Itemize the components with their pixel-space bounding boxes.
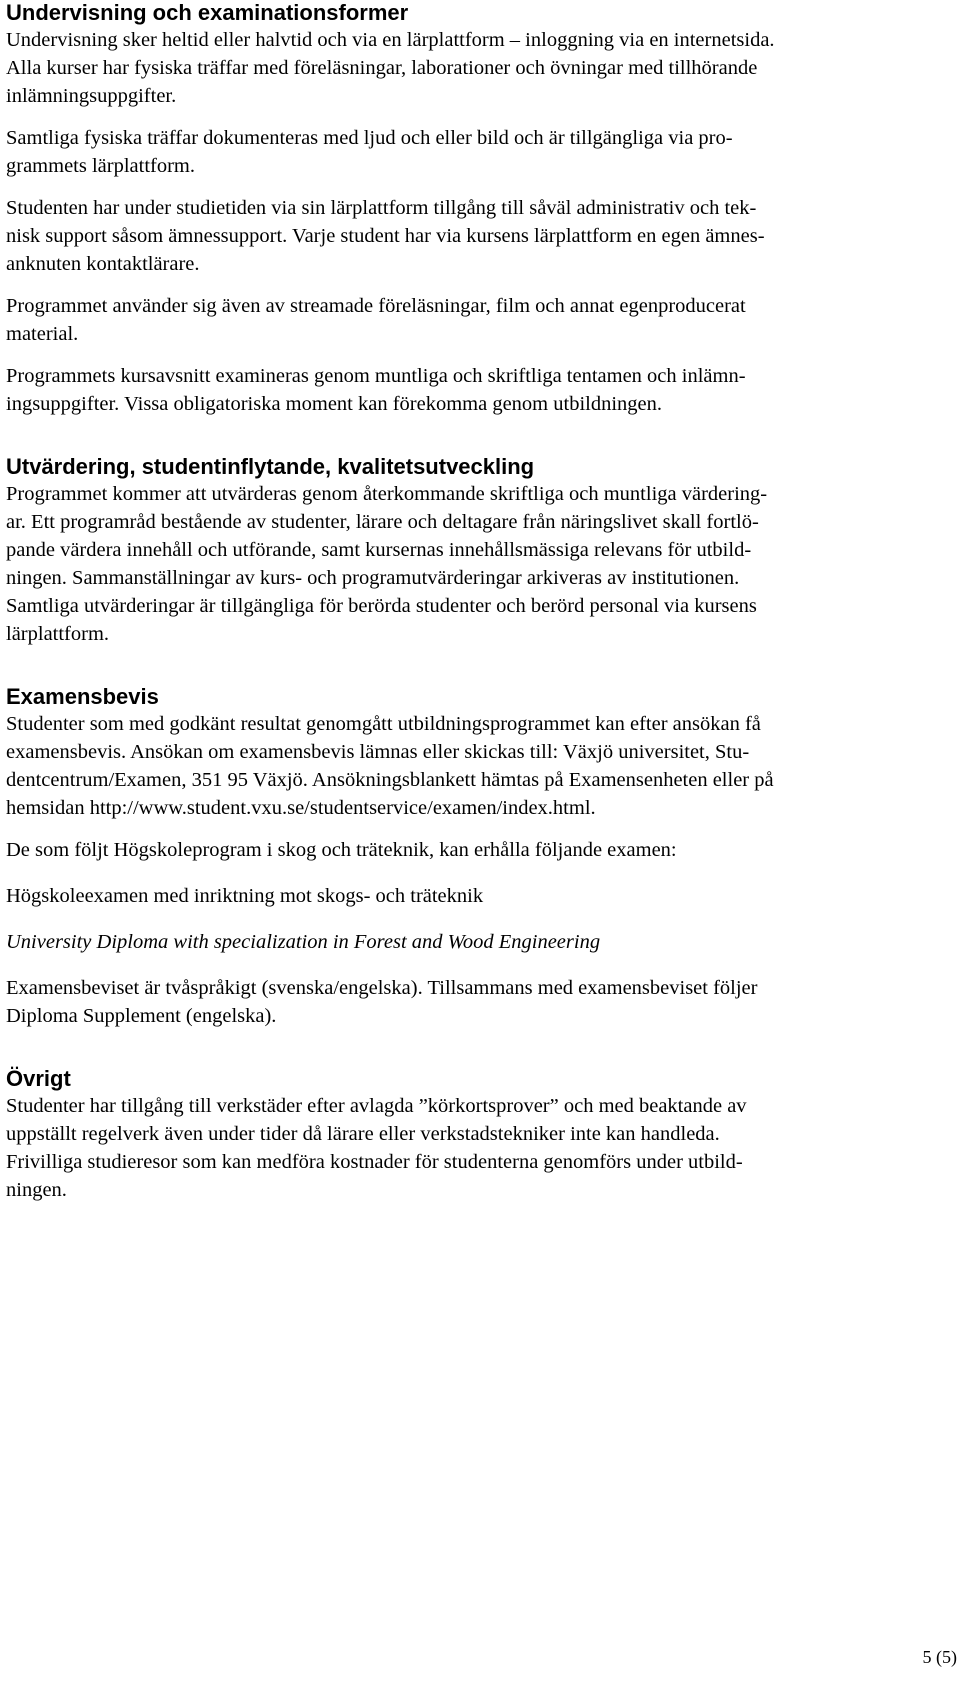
page-number: 5 (5): [922, 1647, 957, 1667]
paragraph: De som följt Högskoleprogram i skog och träteknik, kan erhålla följande examen:: [6, 839, 677, 861]
section-heading-undervisning: Undervisning och examinationsformer: [6, 0, 409, 25]
section-heading-utvardering: Utvärdering, studentinflytande, kvalitetsutveckling: [6, 454, 535, 479]
paragraph: Studenten har under studietiden via sin lärplattform tillgång till såväl administrativ och tek- nisk support såsom ämnessupport. Varje student har via kursens lärplattform en egen ämnes- anknuten kontaktlärare.: [6, 197, 765, 275]
paragraph: Studenter har tillgång till verkstäder efter avlagda ”körkortsprover” och med beaktande av uppställt regelverk även under tider då lärare eller verkstadstekniker inte kan handleda. Frivilliga studieresor som kan medföra kostnader för studenterna genomförs under utbild- ningen.: [6, 1095, 747, 1201]
degree-title-swedish: Högskoleexamen med inriktning mot skogs- och träteknik: [6, 885, 484, 907]
paragraph: Programmet kommer att utvärderas genom återkommande skriftliga och muntliga värdering- ar. Ett programråd bestående av studenter, lärare och deltagare från näringslivet skall fortlö- pande värdera innehåll och utförande, samt kursernas innehållsmässiga relevans för utbild- ningen. Sammanställningar av kurs- och programutvärderingar arkiveras av institutionen. Samtliga utvärderingar är tillgängliga för berörda studenter och berörd personal via kursens lärplattform.: [6, 483, 768, 645]
degree-title-english: University Diploma with specialization in Forest and Wood Engineering: [6, 931, 601, 953]
paragraph: Undervisning sker heltid eller halvtid och via en lärplattform – inloggning via en internetsida. Alla kurser har fysiska träffar med föreläsningar, laborationer och övningar med tillhörande inlämningsuppgifter.: [6, 29, 775, 107]
paragraph: Programmet använder sig även av streamade föreläsningar, film och annat egenproducerat material.: [6, 295, 746, 345]
paragraph: Programmets kursavsnitt examineras genom muntliga och skriftliga tentamen och inlämn- ingsuppgifter. Vissa obligatoriska moment kan förekomma genom utbildningen.: [6, 365, 746, 415]
section-heading-ovrigt: Övrigt: [6, 1066, 71, 1091]
paragraph: Samtliga fysiska träffar dokumenteras med ljud och eller bild och är tillgängliga via pro- grammets lärplattform.: [6, 127, 733, 177]
paragraph: Studenter som med godkänt resultat genomgått utbildningsprogrammet kan efter ansökan få examensbevis. Ansökan om examensbevis lämnas eller skickas till: Växjö universitet, Stu- dentcentrum/Examen, 351 95 Växjö. Ansökningsblankett hämtas på Examensenheten eller på hemsidan http://www.student.vxu.se/studentservice/examen/index.html.: [6, 713, 774, 819]
document-page: [6, 0, 906, 1204]
section-heading-examensbevis: Examensbevis: [6, 684, 159, 709]
paragraph: Examensbeviset är tvåspråkigt (svenska/engelska). Tillsammans med examensbeviset följer Diploma Supplement (engelska).: [6, 977, 758, 1027]
